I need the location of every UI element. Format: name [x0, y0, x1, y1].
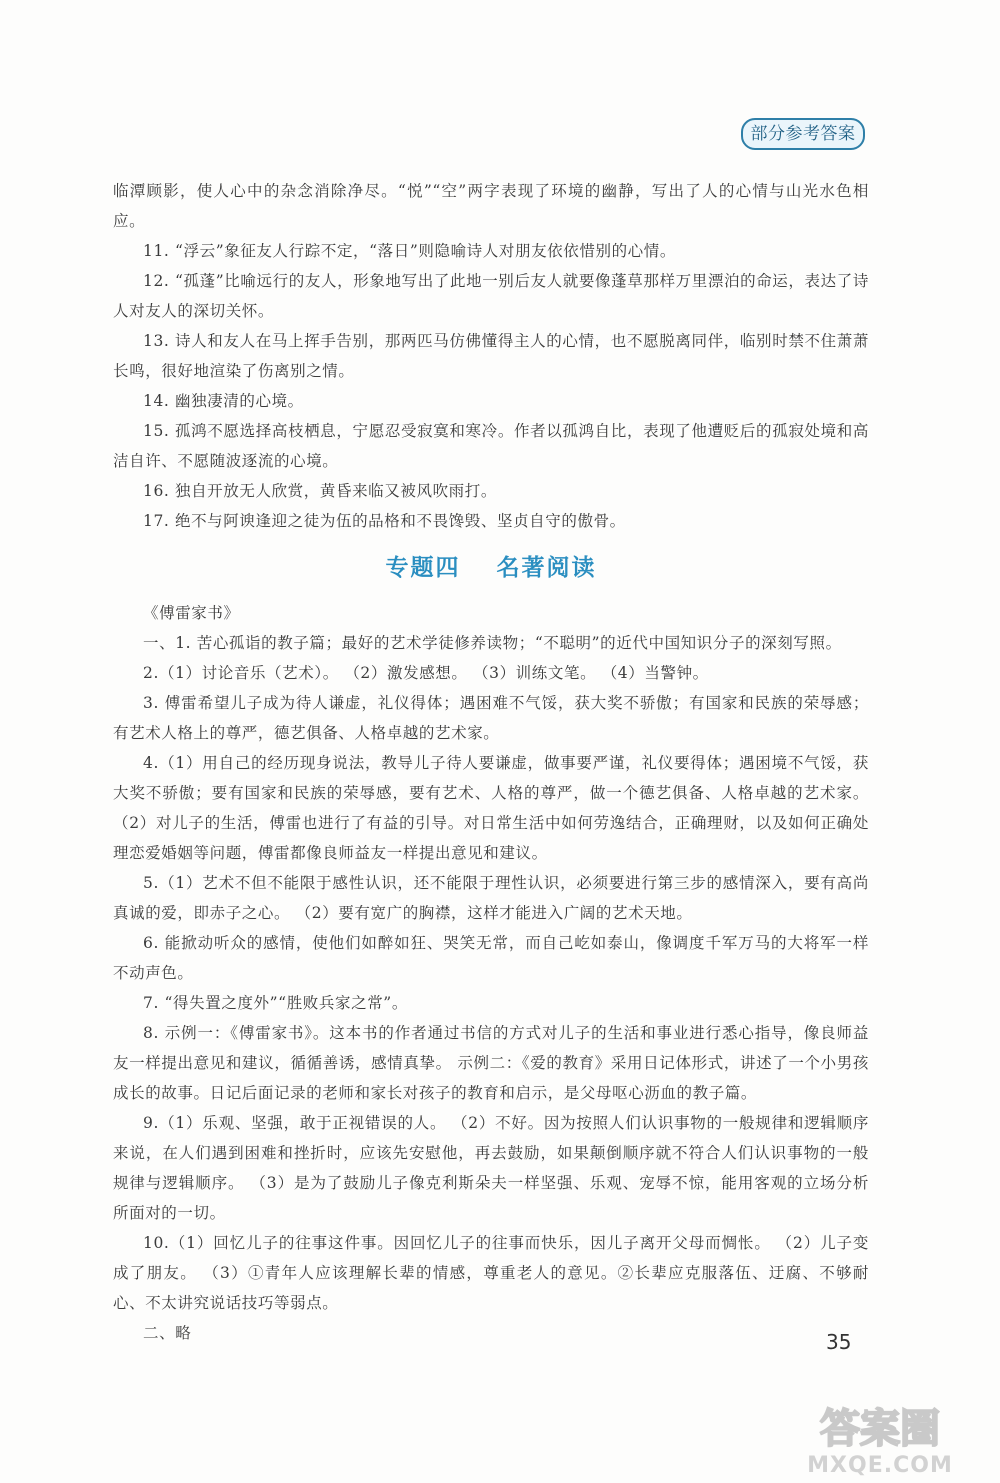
answer-1-2: 2.（1）讨论音乐（艺术）。 （2）激发感想。 （3）训练文笔。 （4）当警钟。 [143, 664, 709, 682]
answer-1-9: 9.（1）乐观、坚强，敢于正视错误的人。 （2）不好。因为按照人们认识事物的一般规律和逻辑顺序来说，在人们遇到困难和挫折时，应该先安慰他，再去鼓励，如果颠倒顺序就不符合人们认识事物的一般规律与逻辑顺序。 （3）是为了鼓励儿子像克利斯朵夫一样坚强、乐观、宠辱不惊，能用客观的立场分析所面对的一切。 [113, 1114, 869, 1222]
answer-1-3: 3. 傅雷希望儿子成为待人谦虚，礼仪得体；遇困难不气馁，获大奖不骄傲；有国家和民族的荣辱感；有艺术人格上的尊严，德艺俱备、人格卓越的艺术家。 [113, 694, 869, 742]
watermark-logo [782, 1398, 978, 1478]
answer-12: 12. “孤蓬”比喻远行的友人，形象地写出了此地一别后友人就要像蓬草那样万里漂泊的命运，表达了诗人对友人的深切关怀。 [113, 272, 869, 320]
book-title: 《傅雷家书》 [143, 604, 240, 622]
answer-17: 17. 绝不与阿谀逢迎之徒为伍的品格和不畏馋毁、坚贞自守的傲骨。 [143, 512, 626, 530]
answer-1-1: 一、1. 苦心孤诣的教子篇；最好的艺术学徒修养读物；“不聪明”的近代中国知识分子的深刻写照。 [143, 634, 842, 652]
paragraph-continuation: 临潭顾影，使人心中的杂念消除净尽。“悦”“空”两字表现了环境的幽静，写出了人的心情与山光水色相应。 [113, 182, 869, 230]
answer-14: 14. 幽独凄清的心境。 [143, 392, 304, 410]
answer-1-8: 8. 示例一：《傅雷家书》。这本书的作者通过书信的方式对儿子的生活和事业进行悉心指导，像良师益友一样提出意见和建议，循循善诱，感情真挚。 示例二：《爱的教育》采用日记体形式，讲述了一个小男孩成长的故事。日记后面记录的老师和家长对孩子的教育和启示，是父母呕心沥血的教子篇。 [113, 1024, 869, 1102]
answer-16: 16. 独自开放无人欣赏，黄昏来临又被风吹雨打。 [143, 482, 497, 500]
watermark-text: 答案圈 [820, 1406, 940, 1452]
page-content [113, 176, 869, 1348]
answer-15: 15. 孤鸿不愿选择高枝栖息，宁愿忍受寂寞和寒冷。作者以孤鸿自比，表现了他遭贬后的孤寂处境和高洁自许、不愿随波逐流的心境。 [113, 422, 869, 470]
page-number: 35 [826, 1330, 852, 1354]
answer-13: 13. 诗人和友人在马上挥手告别，那两匹马仿佛懂得主人的心情，也不愿脱离同伴，临别时禁不住萧萧长鸣，很好地渲染了伤离别之情。 [113, 332, 869, 380]
answer-1-4: 4.（1）用自己的经历现身说法，教导儿子待人要谦虚，做事要严谨，礼仪要得体；遇困境不气馁，获大奖不骄傲；要有国家和民族的荣辱感，要有艺术、人格的尊严，做一个德艺俱备、人格卓越的艺术家。 （2）对儿子的生活，傅雷也进行了有益的引导。对日常生活中如何劳逸结合，正确理财，以及如何正确处理恋爱婚姻等问题，傅雷都像良师益友一样提出意见和建议。 [113, 754, 869, 862]
answer-1-10: 10.（1）回忆儿子的往事这件事。因回忆儿子的往事而快乐，因儿子离开父母而惆怅。 （2）儿子变成了朋友。 （3）①青年人应该理解长辈的情感，尊重老人的意见。②长辈应克服落伍、迂腐、不够耐心、不太讲究说话技巧等弱点。 [113, 1234, 869, 1312]
answer-1-7: 7. “得失置之度外”“胜败兵家之常”。 [143, 994, 408, 1012]
answer-1-6: 6. 能掀动听众的感情，使他们如醉如狂、哭笑无常，而自己屹如泰山，像调度千军万马的大将军一样不动声色。 [113, 934, 869, 982]
section-badge: 部分参考答案 [741, 118, 865, 150]
answer-2: 二、略 [143, 1324, 192, 1342]
section-heading: 专题四 名著阅读 [385, 555, 597, 581]
watermark-url: MXQE.COM [807, 1453, 953, 1478]
answer-1-5: 5.（1）艺术不但不能限于感性认识，还不能限于理性认识，必须要进行第三步的感情深入，要有高尚真诚的爱，即赤子之心。 （2）要有宽广的胸襟，这样才能进入广阔的艺术天地。 [113, 874, 869, 922]
answer-11: 11. “浮云”象征友人行踪不定，“落日”则隐喻诗人对朋友依依惜别的心情。 [143, 242, 676, 260]
